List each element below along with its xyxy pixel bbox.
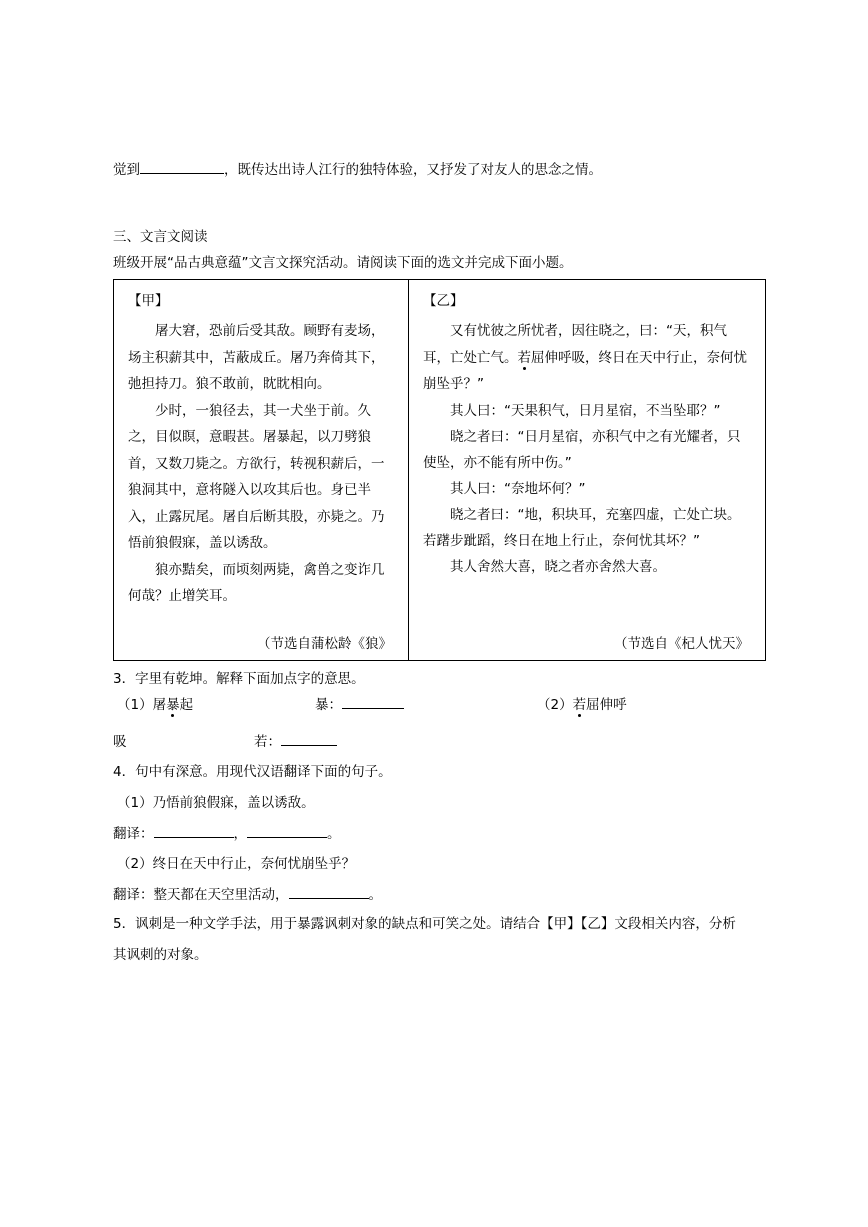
question-3-item-2-cont: 吸 xyxy=(113,734,127,750)
question-3-title: 3．字里有乾坤。解释下面加点字的意思。 xyxy=(113,671,365,687)
question-4-translation-1: 翻译： ， 。 xyxy=(113,826,341,842)
passage-yi-paragraph: 晓之者曰：“日月星宿，亦积气中之有光耀者，只使坠，亦不能有所中伤。” xyxy=(423,428,741,471)
passage-yi-paragraph: 其人曰：“天果积气，日月星宿，不当坠耶？” xyxy=(450,402,721,419)
answer-blank[interactable] xyxy=(281,733,337,746)
passage-yi-label: 【乙】 xyxy=(423,293,464,309)
question-4-title: 4．句中有深意。用现代汉语翻译下面的句子。 xyxy=(113,764,392,780)
question-continuation xyxy=(113,161,602,179)
question-4-translation-2: 翻译：整天都在天空里活动， 。 xyxy=(113,887,382,903)
passage-table xyxy=(113,279,766,661)
answer-blank[interactable] xyxy=(154,825,234,838)
passage-jia-source: （节选自蒲松龄《狼》 xyxy=(257,636,392,652)
answer-blank[interactable] xyxy=(289,886,369,899)
answer-blank[interactable] xyxy=(140,161,224,174)
question-4-sentence-1: （1）乃悟前狼假寐，盖以诱敌。 xyxy=(117,795,315,811)
passage-jia-paragraph: 少时，一狼径去，其一犬坐于前。久之，目似瞑，意暇甚。屠暴起，以刀劈狼首，又数刀毙之。方欲行，转视积薪后，一狼洞其中，意将隧入以攻其后也。身已半入，止露尻尾。屠自后断其股，亦毙之。乃悟前狼假寐，盖以诱敌。 xyxy=(128,402,385,551)
passage-yi xyxy=(409,280,766,661)
passage-yi-paragraph: 其人舍然大喜，晓之者亦舍然大喜。 xyxy=(450,558,666,575)
question-5-line-1: 5．讽刺是一种文学手法，用于暴露讽刺对象的缺点和可笑之处。请结合【甲】【乙】文段相关内容，分析 xyxy=(113,916,736,932)
section-title: 三、文言文阅读 xyxy=(113,229,208,245)
passage-jia-label: 【甲】 xyxy=(128,293,169,309)
question-4-sentence-2: （2）终日在天中行止，奈何忧崩坠乎？ xyxy=(117,856,356,872)
answer-blank[interactable] xyxy=(342,696,404,709)
question-3-item-2: （2）若屈伸呼 xyxy=(537,697,627,713)
dotted-character: 若 xyxy=(517,349,531,366)
passage-yi-source: （节选自《杞人忧天》 xyxy=(614,636,749,652)
q-top-after: ，既传达出诗人江行的独特体验，又抒发了对友人的思念之情。 xyxy=(224,162,602,178)
dotted-character: 若 xyxy=(572,697,587,713)
passage-jia xyxy=(114,280,409,661)
passage-jia-paragraph: 屠大窘，恐前后受其敌。顾野有麦场，场主积薪其中，苫蔽成丘。屠乃奔倚其下，弛担持刀。狼不敢前，眈眈相向。 xyxy=(128,323,385,392)
dotted-character: 暴 xyxy=(166,697,180,713)
section-intro: 班级开展“品古典意蕴”文言文探究活动。请阅读下面的选文并完成下面小题。 xyxy=(113,255,573,271)
answer-blank[interactable] xyxy=(247,825,327,838)
question-5-line-2: 其讽刺的对象。 xyxy=(113,947,208,963)
question-3-item-1: （1）屠暴起 xyxy=(117,697,194,713)
question-3-item-2-answer: 若： xyxy=(254,733,337,751)
passage-yi-paragraph: 又有忧彼之所忧者，因往晓之，曰：“天，积气耳，亡处亡气。若屈伸呼吸，终日在天中行止，奈何忧崩坠乎？” xyxy=(423,323,747,392)
passage-yi-paragraph: 晓之者曰：“地，积块耳，充塞四虚，亡处亡块。若躇步跐蹈，终日在地上行止，奈何忧其坏？” xyxy=(423,506,741,549)
question-3-item-1-answer: 暴： xyxy=(315,696,404,714)
passage-yi-paragraph: 其人曰：“奈地坏何？” xyxy=(450,480,586,497)
q-top-before: 觉到 xyxy=(113,162,140,178)
passage-jia-paragraph: 狼亦黠矣，而顷刻两毙，禽兽之变诈几何哉？止增笑耳。 xyxy=(128,561,385,604)
